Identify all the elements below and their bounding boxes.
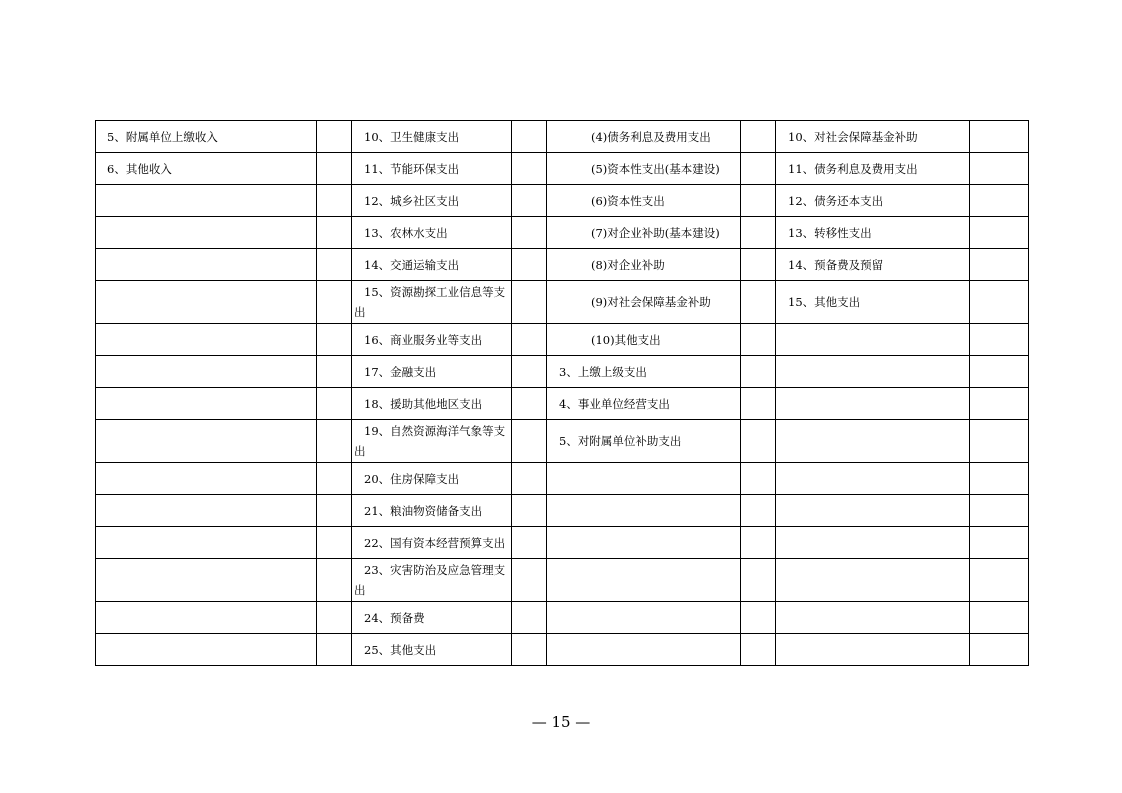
expense-item-cell: 20、住房保障支出 xyxy=(352,463,512,495)
detail-amount-cell xyxy=(741,153,776,185)
income-amount-cell xyxy=(317,420,352,463)
category-amount-cell xyxy=(970,388,1029,420)
income-item-cell xyxy=(96,356,317,388)
category-amount-cell xyxy=(970,420,1029,463)
income-amount-cell xyxy=(317,121,352,153)
expense-amount-cell xyxy=(512,324,547,356)
expense-item-cell: 23、灾害防治及应急管理支出 xyxy=(352,559,512,602)
economic-category-cell xyxy=(776,356,970,388)
expense-item-cell: 22、国有资本经营预算支出 xyxy=(352,527,512,559)
income-amount-cell xyxy=(317,527,352,559)
expense-detail-cell xyxy=(547,495,741,527)
income-item-cell xyxy=(96,324,317,356)
expense-item-cell: 24、预备费 xyxy=(352,602,512,634)
expense-detail-cell xyxy=(547,634,741,666)
category-amount-cell xyxy=(970,495,1029,527)
income-amount-cell xyxy=(317,185,352,217)
category-amount-cell xyxy=(970,634,1029,666)
income-item-cell xyxy=(96,495,317,527)
table-row xyxy=(96,185,1029,217)
detail-amount-cell xyxy=(741,559,776,602)
table-row xyxy=(96,217,1029,249)
detail-amount-cell xyxy=(741,495,776,527)
detail-amount-cell xyxy=(741,527,776,559)
category-amount-cell xyxy=(970,249,1029,281)
table-row xyxy=(96,420,1029,463)
detail-amount-cell xyxy=(741,420,776,463)
income-item-cell xyxy=(96,281,317,324)
category-amount-cell xyxy=(970,153,1029,185)
table-row xyxy=(96,324,1029,356)
income-item-cell xyxy=(96,602,317,634)
detail-amount-cell xyxy=(741,388,776,420)
expense-detail-cell xyxy=(547,527,741,559)
economic-category-cell xyxy=(776,420,970,463)
detail-amount-cell xyxy=(741,324,776,356)
table-row xyxy=(96,602,1029,634)
economic-category-cell xyxy=(776,324,970,356)
economic-category-cell: 12、债务还本支出 xyxy=(776,185,970,217)
economic-category-cell xyxy=(776,463,970,495)
detail-amount-cell xyxy=(741,356,776,388)
expense-amount-cell xyxy=(512,356,547,388)
income-item-cell xyxy=(96,249,317,281)
detail-amount-cell xyxy=(741,121,776,153)
expense-amount-cell xyxy=(512,281,547,324)
table-row xyxy=(96,527,1029,559)
expense-amount-cell xyxy=(512,185,547,217)
expense-detail-cell: 5、对附属单位补助支出 xyxy=(547,420,741,463)
expense-detail-cell: 4、事业单位经营支出 xyxy=(547,388,741,420)
income-amount-cell xyxy=(317,634,352,666)
expense-detail-cell: (10)其他支出 xyxy=(547,324,741,356)
economic-category-cell xyxy=(776,634,970,666)
income-item-cell xyxy=(96,559,317,602)
income-item-cell xyxy=(96,420,317,463)
economic-category-cell xyxy=(776,527,970,559)
expense-item-cell: 12、城乡社区支出 xyxy=(352,185,512,217)
expense-item-cell: 18、援助其他地区支出 xyxy=(352,388,512,420)
table-row xyxy=(96,388,1029,420)
category-amount-cell xyxy=(970,527,1029,559)
income-amount-cell xyxy=(317,495,352,527)
expense-amount-cell xyxy=(512,249,547,281)
expense-item-cell: 19、自然资源海洋气象等支出 xyxy=(352,420,512,463)
expense-amount-cell xyxy=(512,153,547,185)
income-item-cell xyxy=(96,463,317,495)
economic-category-cell: 14、预备费及预留 xyxy=(776,249,970,281)
expense-item-cell: 13、农林水支出 xyxy=(352,217,512,249)
expense-detail-cell: (9)对社会保障基金补助 xyxy=(547,281,741,324)
table-row xyxy=(96,281,1029,324)
table-row xyxy=(96,121,1029,153)
category-amount-cell xyxy=(970,185,1029,217)
expense-detail-cell xyxy=(547,602,741,634)
income-amount-cell xyxy=(317,602,352,634)
expense-detail-cell: (6)资本性支出 xyxy=(547,185,741,217)
category-amount-cell xyxy=(970,463,1029,495)
expense-item-cell: 10、卫生健康支出 xyxy=(352,121,512,153)
category-amount-cell xyxy=(970,217,1029,249)
expense-item-cell: 21、粮油物资储备支出 xyxy=(352,495,512,527)
detail-amount-cell xyxy=(741,602,776,634)
income-amount-cell xyxy=(317,281,352,324)
category-amount-cell xyxy=(970,281,1029,324)
expense-item-cell: 15、资源勘探工业信息等支出 xyxy=(352,281,512,324)
page-number: — 15 — xyxy=(531,713,591,731)
income-item-cell: 5、附属单位上缴收入 xyxy=(96,121,317,153)
detail-amount-cell xyxy=(741,249,776,281)
expense-item-cell: 17、金融支出 xyxy=(352,356,512,388)
table-row xyxy=(96,495,1029,527)
detail-amount-cell xyxy=(741,634,776,666)
economic-category-cell xyxy=(776,602,970,634)
income-item-cell xyxy=(96,217,317,249)
detail-amount-cell xyxy=(741,217,776,249)
income-item-cell xyxy=(96,527,317,559)
expense-amount-cell xyxy=(512,559,547,602)
economic-category-cell xyxy=(776,388,970,420)
detail-amount-cell xyxy=(741,185,776,217)
expense-detail-cell: (7)对企业补助(基本建设) xyxy=(547,217,741,249)
income-amount-cell xyxy=(317,217,352,249)
income-item-cell xyxy=(96,634,317,666)
economic-category-cell xyxy=(776,559,970,602)
expense-amount-cell xyxy=(512,527,547,559)
expense-amount-cell xyxy=(512,121,547,153)
income-amount-cell xyxy=(317,356,352,388)
expense-amount-cell xyxy=(512,495,547,527)
economic-category-cell xyxy=(776,495,970,527)
economic-category-cell: 13、转移性支出 xyxy=(776,217,970,249)
expense-detail-cell: (8)对企业补助 xyxy=(547,249,741,281)
income-amount-cell xyxy=(317,324,352,356)
category-amount-cell xyxy=(970,121,1029,153)
income-amount-cell xyxy=(317,559,352,602)
category-amount-cell xyxy=(970,602,1029,634)
expense-amount-cell xyxy=(512,602,547,634)
expense-detail-cell: 3、上缴上级支出 xyxy=(547,356,741,388)
expense-detail-cell: (4)债务利息及费用支出 xyxy=(547,121,741,153)
economic-category-cell: 15、其他支出 xyxy=(776,281,970,324)
income-amount-cell xyxy=(317,388,352,420)
table-row xyxy=(96,463,1029,495)
income-amount-cell xyxy=(317,153,352,185)
expense-item-cell: 16、商业服务业等支出 xyxy=(352,324,512,356)
detail-amount-cell xyxy=(741,463,776,495)
expense-item-cell: 11、节能环保支出 xyxy=(352,153,512,185)
table-row xyxy=(96,356,1029,388)
expense-amount-cell xyxy=(512,217,547,249)
expense-amount-cell xyxy=(512,463,547,495)
category-amount-cell xyxy=(970,324,1029,356)
income-amount-cell xyxy=(317,249,352,281)
expense-amount-cell xyxy=(512,388,547,420)
detail-amount-cell xyxy=(741,281,776,324)
expense-detail-cell xyxy=(547,559,741,602)
expense-detail-cell xyxy=(547,463,741,495)
expense-amount-cell xyxy=(512,634,547,666)
income-item-cell xyxy=(96,388,317,420)
table-row xyxy=(96,559,1029,602)
budget-table xyxy=(95,120,1029,666)
expense-amount-cell xyxy=(512,420,547,463)
income-item-cell xyxy=(96,185,317,217)
expense-item-cell: 25、其他支出 xyxy=(352,634,512,666)
expense-item-cell: 14、交通运输支出 xyxy=(352,249,512,281)
expense-detail-cell: (5)资本性支出(基本建设) xyxy=(547,153,741,185)
category-amount-cell xyxy=(970,559,1029,602)
category-amount-cell xyxy=(970,356,1029,388)
table-row xyxy=(96,153,1029,185)
table-row xyxy=(96,249,1029,281)
table-row xyxy=(96,634,1029,666)
income-item-cell: 6、其他收入 xyxy=(96,153,317,185)
income-amount-cell xyxy=(317,463,352,495)
economic-category-cell: 10、对社会保障基金补助 xyxy=(776,121,970,153)
economic-category-cell: 11、债务利息及费用支出 xyxy=(776,153,970,185)
